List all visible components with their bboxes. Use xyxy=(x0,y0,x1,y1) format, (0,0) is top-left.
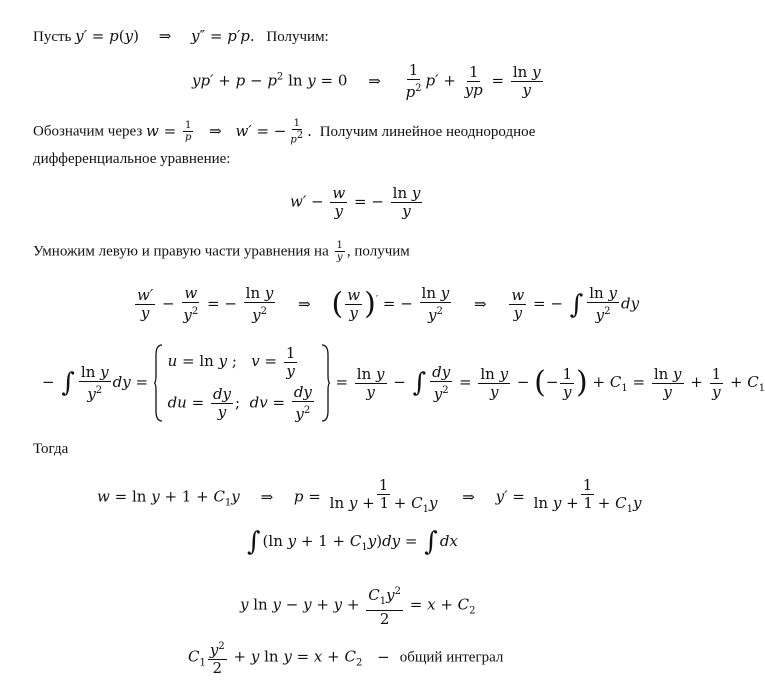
text-multiply: Умножим левую и правую части уравнения на xyxy=(33,243,329,260)
equation-2: w′ − $\frac{w}{y}$ = − $\frac{\text{ln y}}{y}$ xyxy=(290,184,421,220)
text-get-linear: Получим линейное неоднородное xyxy=(319,123,536,140)
left-brace xyxy=(153,343,163,423)
equation-8: $C_1$ $\frac{y^2}{2}$ + y $\ln y = x + C_2$ − общий интеграл xyxy=(188,638,503,677)
equation-6: ∫ (ln $y + 1 + C_1y)dy$ = ∫ dx xyxy=(247,527,458,557)
equation-3: $\frac{w'}{y}$ − $\frac{w}{y^2}$ = − $\frac{\text{ln y}}{y^2}$ ⇒ ( $\frac{w}{y}$ )′ = − $\frac{\text{ln y}}{y^2}$ ⇒ $\frac{w}{y}$ = − ∫ $\frac{\text{ln y}}{y^2}$ dy xyxy=(137,284,640,324)
right-brace xyxy=(321,343,331,423)
equation-4: − ∫ $\frac{\text{ln y}}{y^2}$ dy = u = ln y ; v = $\frac{1}{y}$ du = $\frac{dy}{y}$ ; dv = $\frac{dy}{y^2}$ = $\frac{\text{ln y}}{y}$ − ∫ $\frac{dy}{y^2}$ = $\frac{\text{ln y}}{y}$ − (− $\frac{1}{y}$ ) + $C_1$ = $\frac{\text{ln y}}{y}$ + $\frac{1}{y}$ + $C_1$ xyxy=(42,343,765,423)
line-multiply: Умножим левую и правую части уравнения на $\frac{1}{y}$ , получим xyxy=(33,240,410,263)
text-then: Тогда xyxy=(33,441,69,457)
text-denote: Обозначим через xyxy=(33,123,143,140)
equation-7: y ln y − y + y + $\frac{C_1y^2}{2}$ = $x + C_2$ xyxy=(240,583,476,628)
line-substitution: Пусть y′ = p(y) ⇒ y″ = p′p. Получим: xyxy=(33,27,329,45)
text-diff-eq: дифференциальное уравнение: xyxy=(33,151,231,167)
text-general: общий интеграл xyxy=(399,649,504,666)
text-get2: , получим xyxy=(346,243,410,260)
line-denote: Обозначим через w = $\frac{1}{p}$ ⇒ w′ = − $\frac{1}{p^2}$ . Получим линейное неоднородное xyxy=(33,118,536,146)
text-intro: Пусть xyxy=(33,29,72,45)
equation-5: $w = \ln y + 1 + C_1y$ ⇒ p = $\frac{1}{\ln y + 1 + C_1y}$ ⇒ y′ = $\frac{1}{\ln y + 1 + C_1y}$ xyxy=(97,476,642,515)
equation-1: $yp' + p - p^2$ ln y = 0 ⇒ $\frac{1}{p^2}$ p′ + $\frac{1}{yp}$ = $\frac{\text{ln y}}{y}$ xyxy=(192,61,541,101)
text-get: Получим: xyxy=(266,29,329,45)
